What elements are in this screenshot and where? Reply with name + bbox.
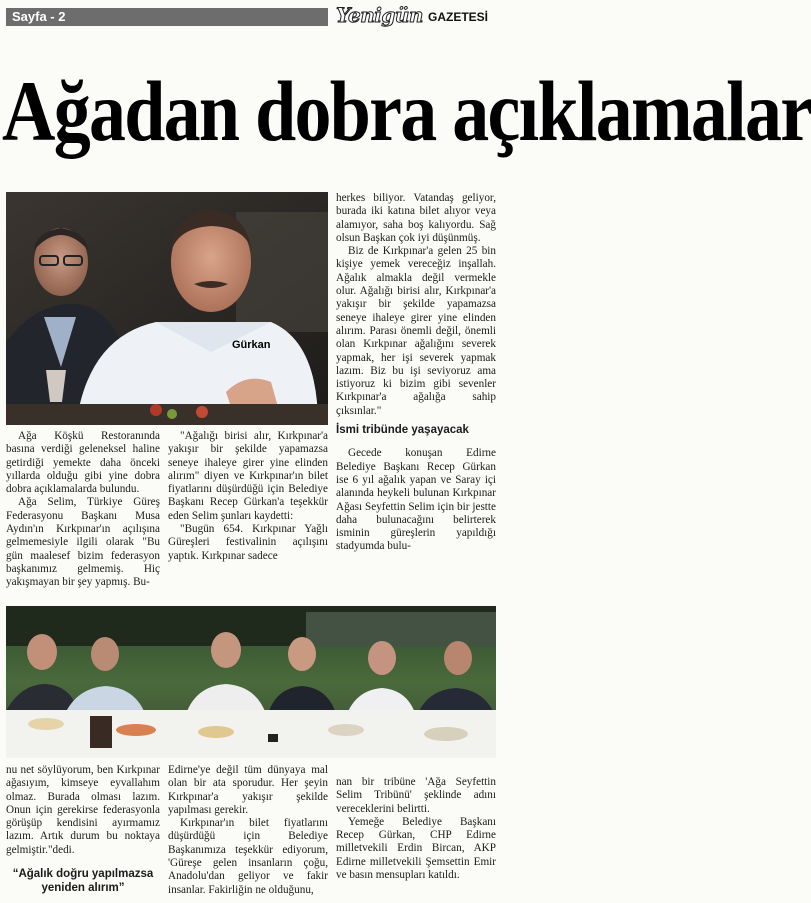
paragraph: Kırkpınar'ın bilet fiyatlarını düşürdüğü için Belediye Başkanımıza teşekkür ediyorum, 'Güreşe gelen insanların çoğu, Anadolu'dan geliyor ve fakir insanlar. Fakirliğin ne olduğunu, xyxy=(168,817,328,896)
paragraph: nan bir tribüne 'Ağa Seyfettin Selim Tribünü' şeklinde adını vereceklerini belirtti. xyxy=(336,776,496,815)
paragraph: Ağa Köşkü Restoranında basına verdiği geleneksel haline getirdiği yemekte daha önceki yıllarda olduğu gibi yine dobra dobra açıklamalarda bulundu. xyxy=(6,430,160,496)
paragraph: Biz de Kırkpınar'a gelen 25 bin kişiye yemek vereceğiz inşallah. Ağalık almakla değil vermekle olur. Ağalığı birisi alır, Kırkpınar'a yakışır bir şekilde yapamazsa seneye ihaleye girer yine elinden alırım. Parası önemli değil, önemli olan Kırkpınar ağalığını severek yapmak, her işi severek yapmak lazım. Biz bu işi seviyoruz ama istiyoruz ki bizim gibi sevenler Kırkpınar'a ağalığa sahip çıksınlar." xyxy=(336,245,496,417)
top-photo xyxy=(6,192,328,425)
column-1-bottom xyxy=(6,764,160,900)
subheading: İsmi tribünde yaşayacak xyxy=(336,424,469,437)
wide-photo xyxy=(6,606,496,758)
paragraph: Edirne'ye değil tüm dünyaya mal olan bir ata sporudur. Her şeyin Kırkpınar'a yakışır şekilde yapılması gerekir. xyxy=(168,764,328,816)
page-label: Sayfa - 2 xyxy=(12,9,66,24)
column-2-bottom xyxy=(168,764,328,900)
column-3-bottom xyxy=(336,776,496,900)
top-photo-image xyxy=(6,192,328,425)
logo-suffix: GAZETESİ xyxy=(428,10,489,24)
photo-caption-name: Gürkan xyxy=(232,339,271,351)
logo-text: Yenigün xyxy=(336,3,423,27)
paragraph: nu net söylüyorum, ben Kırkpınar ağasıyım, kimseye eyvallahım olmaz. Burada olması lazım. Onun için gerekirse federasyonla görüşüp kendisini ayırmamız lazım. Artık durum bu noktaya gelmiştir."dedi. xyxy=(6,764,160,856)
column-1-top xyxy=(6,430,160,592)
headline-box xyxy=(2,52,811,170)
paragraph: "Ağalığı birisi alır, Kırkpınar'a yakışır bir şekilde yapamazsa seneye ihaleye girer yine elinden alırım" diyen ve Kırkpınar'ın bilet fiyatlarını düşürdüğü için Belediye Başkanı Recep Gürkan'a teşekkür eden Selim şunları kaydetti: xyxy=(168,430,328,522)
wide-photo-image xyxy=(6,606,496,758)
newspaper-logo xyxy=(336,3,502,31)
page-label-bar xyxy=(6,8,328,26)
paragraph: "Bugün 654. Kırkpınar Yağlı Güreşleri festivalinin açılışını yaptık. Kırkpınar sadece xyxy=(168,523,328,562)
column-3-top xyxy=(336,192,496,597)
paragraph: Ağa Selim, Türkiye Güreş Federasyonu Başkanı Musa Aydın'ın Kırkpınar'ın açılışına gelmemesiyle ilgili olarak "Bu gün maalesef bizim federasyon başkanımız gelmemiş. Hiç yakışmayan bir şey yapmış. Bu- xyxy=(6,496,160,589)
headline: Ağadan dobra açıklamalar xyxy=(2,63,811,159)
column-2-top xyxy=(168,430,328,592)
paragraph: Yemeğe Belediye Başkanı Recep Gürkan, CHP Edirne milletvekili Erdin Bircan, AKP Edirne milletvekili Şemsettin Emir ve basın mensupları katıldı. xyxy=(336,815,496,882)
subheading: “Ağalık doğru yapılmazsa yeniden alırım” xyxy=(12,868,154,895)
paragraph: Gecede konuşan Edirne Belediye Başkanı Recep Gürkan ise 6 yıl ağalık yapan ve Saray içi alanında heykeli bulunan Kırkpınar Ağası Seyfettin Selim için bir jestte daha bulunacağını belirterek isminin güreşlerin yapıldığı stadyumda bulu- xyxy=(336,447,496,553)
paragraph: herkes biliyor. Vatandaş geliyor, burada iki katına bilet alıyor veya alamıyor, saha boş kalıyordu. Sağ olsun Başkan çok iyi düşünmüş. xyxy=(336,192,496,244)
